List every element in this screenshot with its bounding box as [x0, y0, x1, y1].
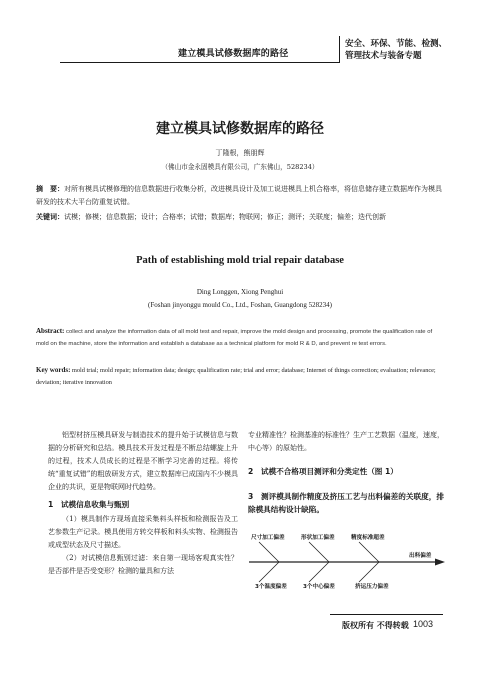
figure-1-diagram [249, 528, 445, 590]
diagram-top-label-3: 精度标准超差 [351, 535, 385, 541]
diagram-bottom-label-2: 3个中心偏差 [303, 584, 335, 590]
english-abstract [36, 325, 446, 351]
english-keywords [36, 364, 446, 389]
diagram-top-label-2: 形状加工偏差 [301, 535, 335, 541]
diagram-arrow [309, 542, 329, 562]
footer-rule [330, 614, 443, 615]
diagram-arrow [259, 562, 279, 582]
footer-copyright: 版权所有 不得转载 [342, 620, 409, 630]
body-right-column [248, 429, 444, 518]
running-header-title: 建立模具试修数据库的路径 [178, 49, 289, 59]
chinese-keywords-label: 关键词： [36, 213, 64, 221]
english-keywords-text: mold trial; mold repair; information data; design; qualification rate; trial and error; database; Internet of things correction; evaluation; relevance; deviation; iterative innovation [36, 367, 436, 387]
diagram-bottom-label-1: 3个温度偏差 [255, 584, 287, 590]
diagram-arrowhead [435, 559, 445, 566]
body-paragraph: 铝型材挤压模具研发与制造技术的提升始于试模信息与数据的分析研究和总结。模具技术开发过程是不断总结螺旋上升的过程，技术人员成长的过程是不断学习完善的过程。将传统“重复试错”的粗放研发方式，建立数据库已成国内不少模具企业的共识，更是物联网时代趋势。 [48, 431, 238, 491]
diagram-output-label: 出料偏差 [409, 553, 432, 559]
diagram-arrow [259, 542, 279, 562]
english-abstract-label: Abstract: [36, 327, 65, 335]
header-column-line-2: 管理技术与装备专题 [345, 51, 422, 61]
body-paragraph: （2）对试模信息甄别过滤：来自第一现场客观真实性？是否部件是否受变形？检测的量具和方法 [48, 554, 238, 575]
chinese-keywords [36, 211, 446, 224]
section-heading-3: 3 测评模具制作精度及挤压工艺与出料偏差的关联度，排除模具结构设计缺陷。 [248, 492, 444, 514]
header-rule [60, 62, 340, 63]
section-heading-2: 2 试模不合格项目测评和分类定性（图 1） [248, 467, 398, 476]
body-paragraph: 专业精准性？检测基准的标准性？生产工艺数据（温度，速度，中心等）的原始性。 [248, 431, 444, 452]
diagram-arrow [359, 562, 379, 582]
chinese-keywords-text: 试模；修模；信息数据；设计；合格率；试错；数据库；物联网；修正；测评；关联度；偏差；迭代创新 [64, 213, 386, 221]
diagram-bottom-label-3: 挤运压力偏差 [355, 584, 389, 590]
body-left-column [48, 429, 238, 578]
body-paragraph: （1）模具制作方现场直接采集料头样板和检测报告及工艺参数生产记录。模具使用方转交样板和料头实物、检测报告或成型状态及尺寸描述。 [48, 515, 238, 549]
chinese-abstract [36, 183, 446, 210]
diagram-arrow [309, 562, 329, 582]
english-keywords-label: Key words: [36, 366, 71, 374]
diagram-arrow [359, 542, 379, 562]
page-number: 1003 [413, 619, 434, 629]
english-title: Path of establishing mold trial repair database [136, 255, 344, 266]
diagram-top-label-1: 尺寸加工偏差 [251, 535, 285, 541]
english-authors: Ding Longgen, Xiong Penghui [196, 288, 284, 296]
english-abstract-text: collect and analyze the information data of all mold test and repair, improve the mold design and processing, promote the qualification rate of mold on the machine, store the information and establish a database as a technical platform for mold R & D, and prevent re test errors. [36, 329, 433, 348]
chinese-authors: 丁隆根，熊朋辉 [215, 149, 265, 157]
chinese-abstract-label: 摘 要： [36, 185, 64, 193]
chinese-affiliation: （佛山市金永固模具有限公司，广东佛山，528234） [161, 163, 319, 171]
chinese-title: 建立模具试修数据库的路径 [156, 121, 324, 137]
section-heading-1: 1 试模信息收集与甄别 [48, 500, 130, 509]
header-column-line-1: 安全、环保、节能、检测、 [345, 39, 448, 49]
chinese-abstract-text: 对所有模具试模修理的信息数据进行收集分析，改进模具设计及加工说进模具上机合格率，将信息储存建立数据库作为模具研发的技术大平台防重复试错。 [36, 185, 442, 207]
english-affiliation: (Foshan jinyonggu mould Co., Ltd., Foshan, Guangdong 528234) [148, 301, 332, 309]
